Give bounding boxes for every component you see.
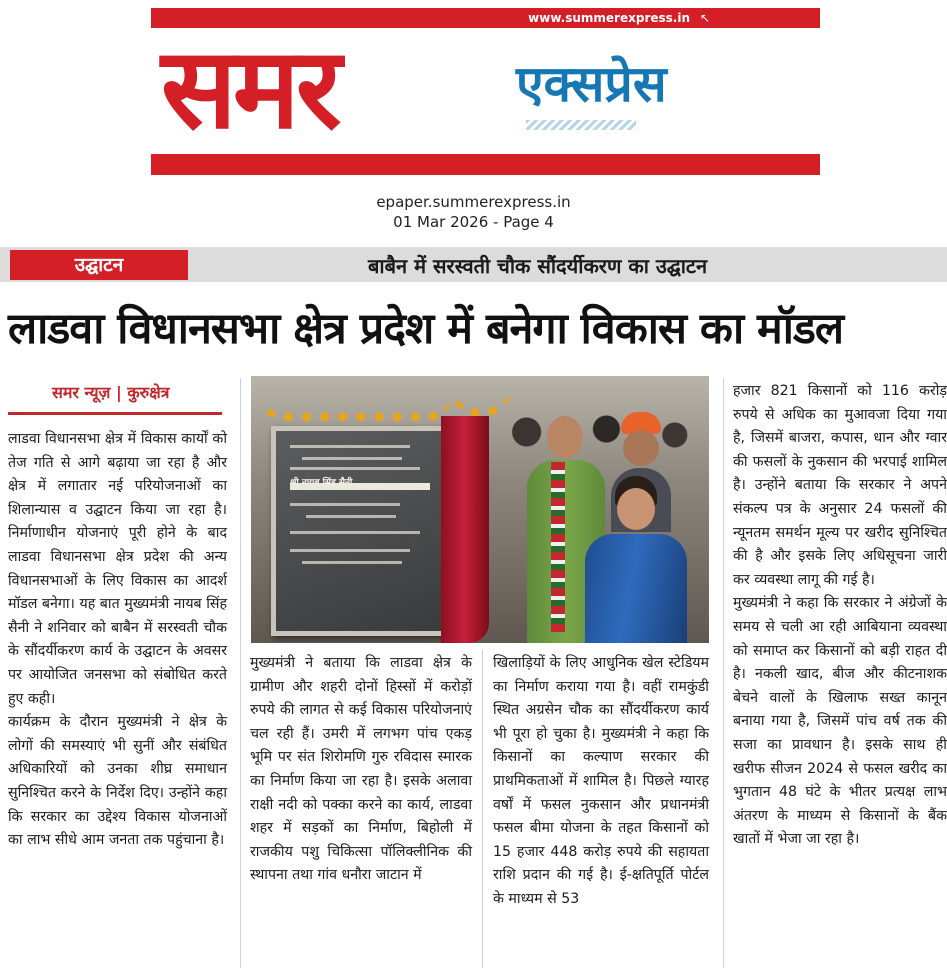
edition-info	[0, 192, 947, 232]
photo-person	[581, 476, 691, 643]
article-column-1	[8, 428, 227, 853]
masthead-bottom-bar	[151, 154, 820, 175]
plaque-line	[290, 467, 420, 470]
article-photo	[251, 376, 709, 643]
headline: लाडवा विधानसभा क्षेत्र प्रदेश में बनेगा विकास का मॉडल	[8, 304, 844, 354]
plaque-name: श्री नायब सिंह सैनी	[290, 478, 353, 488]
cursor-arrow-icon: ↖	[699, 11, 710, 25]
article-column-3	[493, 652, 709, 912]
edition-site[interactable]: epaper.summerexpress.in	[376, 193, 571, 211]
article-column-2	[250, 652, 472, 888]
plaque-line	[290, 549, 410, 552]
column-divider	[240, 378, 241, 968]
paragraph: लाडवा विधानसभा क्षेत्र में विकास कार्यों को तेज गति से आगे बढ़ाया जा रहा है और क्षेत्र में लगातार नई परियोजनाओं का शिलान्यास व उद्घाटन किया जा रहा है। निर्माणाधीन योजनाएं पूरी होने के बाद लाडवा विधानसभा क्षेत्र प्रदेश की अन्य विधानसभाओं के लिए विकास का आदर्श मॉडल बनेगा। यह बात मुख्यमंत्री नायब सिंह सैनी ने शनिवार को बाबैन में सरस्वती चौक के सौंदर्यीकरण कार्य के उद्घाटन के अवसर पर आयोजित जनसभा को संबोधित करते हुए कही।	[8, 431, 227, 707]
plaque-line	[290, 445, 410, 448]
masthead-title-right: एक्सप्रेस	[516, 55, 667, 113]
photo-garland	[261, 398, 451, 421]
section-tag: उद्घाटन	[10, 250, 188, 280]
paragraph: कार्यक्रम के दौरान मुख्यमंत्री ने क्षेत्र के लोगों की समस्याएं भी सुनीं और संबंधित अधिकारियों को उनका शीघ्र समाधान सुनिश्चित करने के निर्देश दिए। उन्होंने कहा कि सरकार का उद्देश्य विकास योजनाओं का लाभ सीधे आम जनता तक पहुंचाना है।	[8, 714, 227, 849]
plaque-line	[290, 531, 420, 534]
masthead	[151, 8, 820, 175]
plaque-line	[302, 457, 402, 460]
person-body	[585, 534, 687, 643]
byline-rule	[8, 412, 222, 415]
masthead-title-left: समर	[161, 24, 338, 154]
section-subhead: बाबैन में सरस्वती चौक सौंदर्यीकरण का उद्घाटन	[368, 254, 708, 278]
article-column-4	[733, 380, 947, 852]
column-divider	[482, 650, 483, 968]
paragraph: मुख्यमंत्री ने बताया कि लाडवा क्षेत्र के ग्रामीण और शहरी दोनों हिस्सों में करोड़ों रुपये की लागत से कई विकास परियोजनाएं चल रही हैं। उमरी में लगभग पांच एकड़ भूमि पर संत शिरोमणि गुरु रविदास स्मारक का निर्माण किया जा रहा है। इसके अलावा राक्षी नदी को पक्का करने का कार्य, लाडवा शहर में सड़कों का निर्माण, बिहोली में राजकीय पशु चिकित्सा पॉलिक्लीनिक की स्थापना तथा गांव धनौरा जाटान में	[250, 655, 472, 884]
person-head	[617, 488, 655, 530]
masthead-url[interactable]: www.summerexpress.in	[528, 11, 690, 25]
paragraph: मुख्यमंत्री ने कहा कि सरकार ने अंग्रेजों के समय से चली आ रही आबियाना व्यवस्था को समाप्त कर किसानों को बड़ी राहत दी है। नकली खाद, बीज और कीटनाशक बेचने वालों के खिलाफ सख्त कानून बनाया गया है, जिसमें पांच वर्ष तक की सजा का प्रावधान है। इसके साथ ही खरीफ सीजन 2024 से फसल खरीद का भुगतान 48 घंटे के भीतर प्रत्यक्ष लाभ अंतरण के माध्यम से किसानों के बैंक खातों में भेजा जा रहा है।	[733, 595, 947, 848]
photo-curtain	[441, 416, 489, 643]
paragraph: हजार 821 किसानों को 116 करोड़ रुपये से अधिक का मुआवजा दिया गया है, जिसमें बाजरा, कपास, धान और ग्वार की फसलों के नुकसान की भरपाई शामिल है। उन्होंने बताया कि सरकार ने अपने संकल्प पत्र के अनुसार 24 फसलों की न्यूनतम समर्थन मूल्य पर खरीद सुनिश्चित की है और इसके लिए अधिसूचना जारी कर व्यवस्था लागू की गई है।	[733, 383, 947, 588]
column-divider	[723, 378, 724, 968]
plaque-line	[306, 515, 396, 518]
person-head	[623, 430, 659, 466]
plaque-line	[290, 503, 400, 506]
byline: समर न्यूज़ | कुरुक्षेत्र	[52, 383, 170, 402]
person-stole	[551, 462, 565, 632]
plaque-line	[302, 561, 402, 564]
person-head	[547, 416, 583, 458]
photo-plaque	[271, 426, 449, 636]
masthead-stripe	[526, 120, 636, 130]
paragraph: खिलाड़ियों के लिए आधुनिक खेल स्टेडियम का निर्माण कराया गया है। वहीं रामकुंडी स्थित अग्रसेन चौक का सौंदर्यीकरण कार्य भी पूरा हो चुका है। मुख्यमंत्री ने कहा कि किसानों का कल्याण सरकार की प्राथमिकताओं में शामिल है। पिछले ग्यारह वर्षों में फसल नुकसान और प्रधानमंत्री फसल बीमा योजना के तहत किसानों को 15 हजार 448 करोड़ रुपये की सहायता राशि प्रदान की गई है। ई-क्षतिपूर्ति पोर्टल के माध्यम से 53	[493, 655, 709, 907]
masthead-title-right-block	[486, 48, 778, 138]
edition-date-page: 01 Mar 2026 - Page 4	[393, 213, 554, 231]
